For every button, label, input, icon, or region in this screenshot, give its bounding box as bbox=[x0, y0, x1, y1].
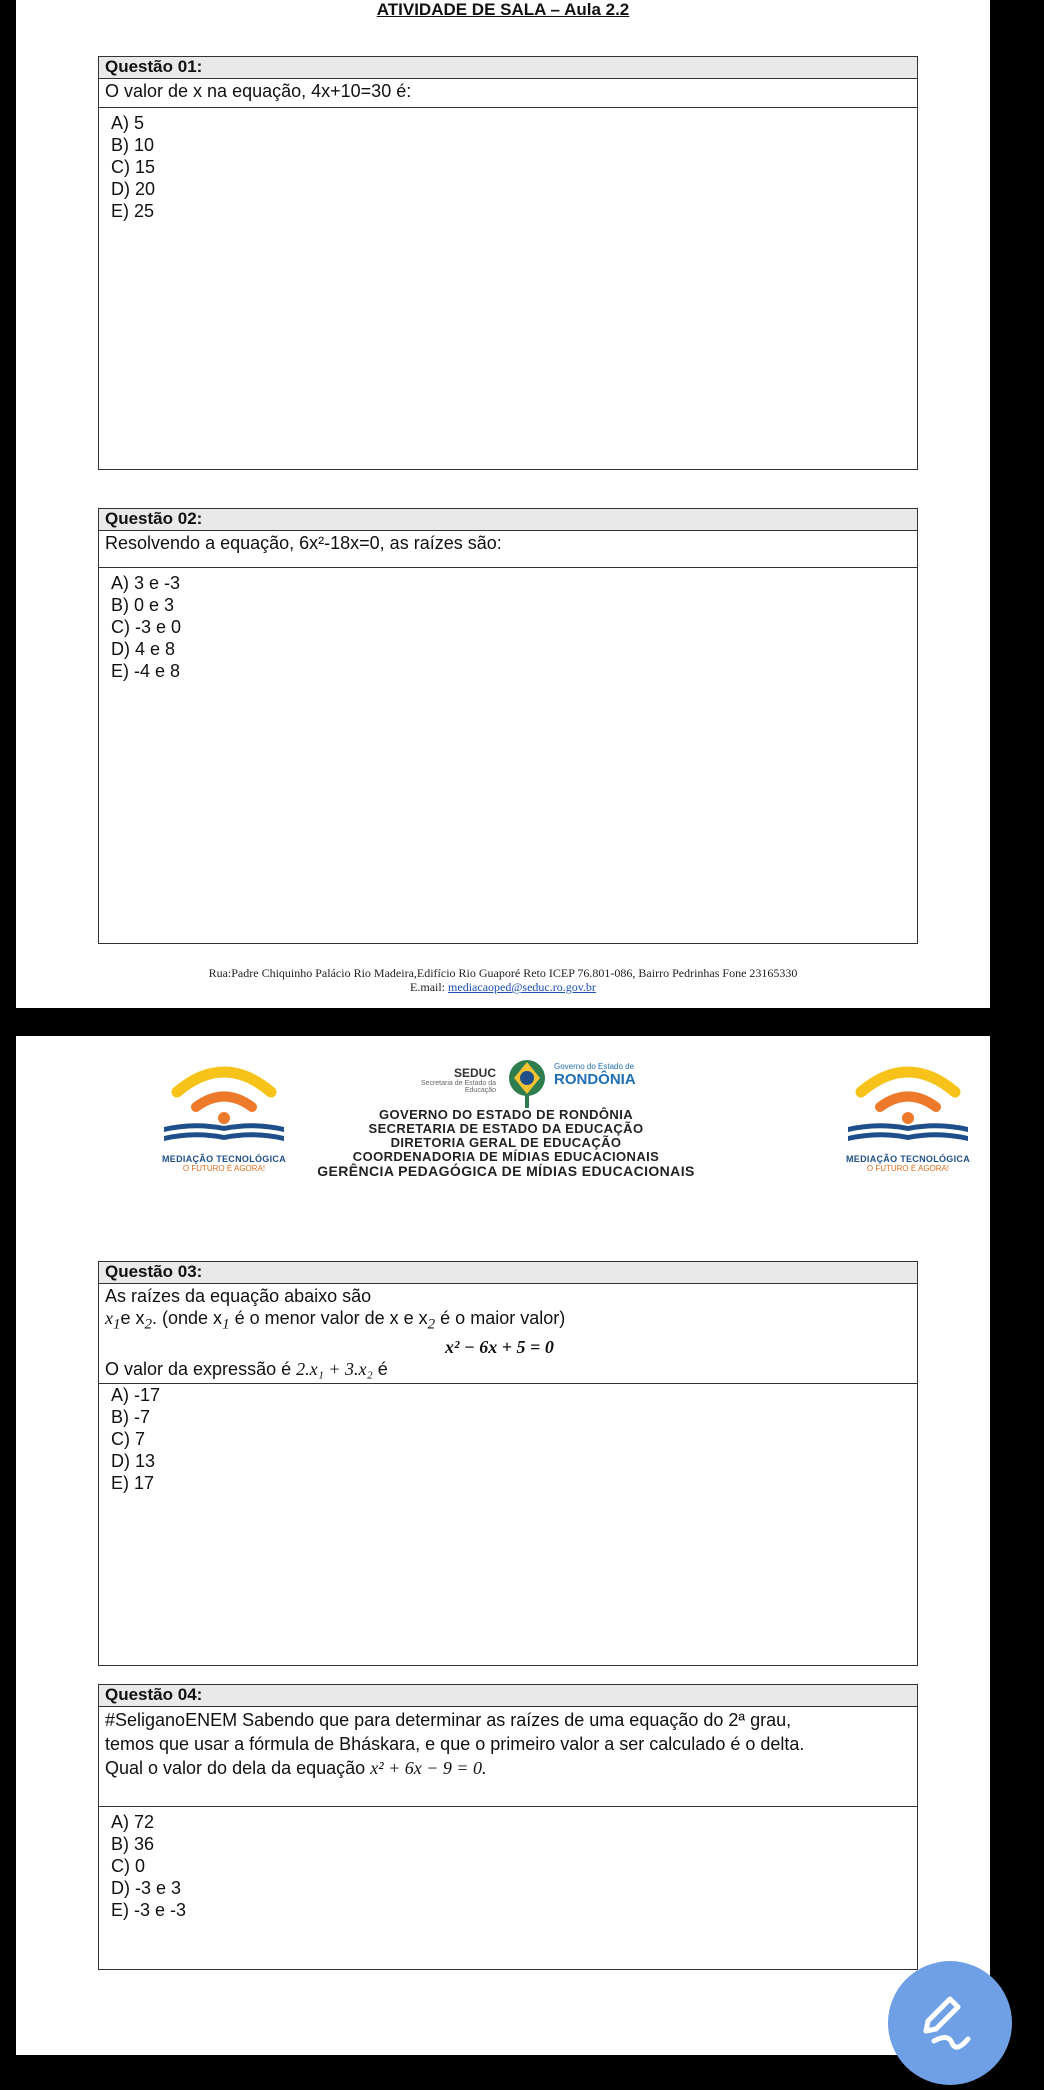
option: D) 13 bbox=[111, 1450, 156, 1471]
option: C) -3 e 0 bbox=[111, 617, 182, 637]
option: D) 20 bbox=[111, 179, 156, 199]
logo-title: MEDIAÇÃO TECNOLÓGICA bbox=[162, 1154, 286, 1164]
question-3-header: Questão 03: bbox=[99, 1262, 917, 1284]
question-2-header: Questão 02: bbox=[99, 509, 917, 531]
question-3-stem bbox=[99, 1284, 917, 1384]
seduc-subtitle-2: Educação bbox=[464, 1087, 496, 1094]
footer-address bbox=[16, 966, 990, 994]
page-2 bbox=[16, 1036, 990, 2055]
stem-line: O valor da expressão é 2.x₁ + 3.x₂ é bbox=[105, 1358, 388, 1379]
expression: 2.x₁ + 3.x₂ bbox=[296, 1358, 373, 1379]
question-2-box bbox=[98, 508, 918, 944]
question-1-box bbox=[98, 56, 918, 470]
option: C) 15 bbox=[111, 157, 156, 177]
question-1-stem: O valor de x na equação, 4x+10=30 é: bbox=[99, 79, 917, 108]
stem-line: #SeliganoENEM Sabendo que para determinar as raízes de uma equação do 2ª grau, bbox=[105, 1710, 792, 1730]
state-coat-of-arms-icon bbox=[504, 1054, 550, 1110]
question-1-header: Questão 01: bbox=[99, 57, 917, 79]
equation: x² + 6x − 9 = 0. bbox=[370, 1758, 487, 1778]
question-3-options bbox=[99, 1384, 917, 1498]
question-2-options bbox=[99, 568, 917, 686]
state-name: RONDÔNIA bbox=[554, 1071, 636, 1088]
equation: x² − 6x + 5 = 0 bbox=[445, 1336, 554, 1357]
option: C) 7 bbox=[111, 1428, 146, 1449]
option: D) -3 e 3 bbox=[111, 1878, 182, 1898]
option: A) 3 e -3 bbox=[111, 573, 181, 593]
stem-line: Qual o valor do dela da equação x² + 6x − 9 = 0. bbox=[105, 1758, 487, 1778]
mediacao-logo-icon bbox=[828, 1054, 988, 1149]
option: A) 5 bbox=[111, 113, 145, 133]
question-1-options bbox=[99, 108, 917, 226]
option: B) 0 e 3 bbox=[111, 595, 175, 615]
option: E) -4 e 8 bbox=[111, 661, 181, 681]
question-4-options bbox=[99, 1807, 917, 1925]
question-4-box bbox=[98, 1684, 918, 1970]
question-4-header: Questão 04: bbox=[99, 1685, 917, 1707]
stem-line: As raízes da equação abaixo são bbox=[105, 1286, 372, 1306]
stem-line: temos que usar a fórmula de Bháskara, e que o primeiro valor a ser calculado é o delta. bbox=[105, 1734, 805, 1754]
option: E) 25 bbox=[111, 201, 155, 221]
option: B) 36 bbox=[111, 1834, 155, 1854]
logo-tagline: O FUTURO É AGORA! bbox=[866, 1164, 950, 1173]
stem-line: $x_1e$ $x_2$. (onde $x_1$ é o menor valor de x e $x_2$ é o maior valor) bbox=[105, 1308, 566, 1333]
document-title: ATIVIDADE DE SALA – Aula 2.2 bbox=[376, 0, 630, 19]
mediacao-logo-right bbox=[828, 1054, 988, 1173]
question-4-stem bbox=[99, 1707, 917, 1807]
question-3-box bbox=[98, 1261, 918, 1666]
header-line: SECRETARIA DE ESTADO DA EDUCAÇÃO bbox=[368, 1121, 644, 1136]
option: E) -3 e -3 bbox=[111, 1900, 187, 1920]
email-link[interactable]: mediacaoped@seduc.ro.gov.br bbox=[448, 980, 596, 994]
seduc-subtitle-1: Secretaria de Estado da bbox=[420, 1080, 496, 1087]
government-label: Governo do Estado de bbox=[554, 1062, 635, 1071]
pencil-edit-icon bbox=[888, 1961, 1012, 2085]
question-2-stem: Resolvendo a equação, 6x²-18x=0, as raízes são: bbox=[99, 531, 917, 568]
option: B) 10 bbox=[111, 135, 155, 155]
option: B) -7 bbox=[111, 1406, 151, 1427]
option: A) -17 bbox=[111, 1384, 161, 1405]
logo-title: MEDIAÇÃO TECNOLÓGICA bbox=[846, 1154, 970, 1164]
seduc-name: SEDUC bbox=[453, 1066, 496, 1080]
page-1 bbox=[16, 0, 990, 1008]
email-label: E.mail: bbox=[410, 980, 449, 994]
option: C) 0 bbox=[111, 1856, 146, 1876]
header-line: GERÊNCIA PEDAGÓGICA DE MÍDIAS EDUCACIONAIS bbox=[317, 1163, 695, 1179]
header-line: COORDENADORIA DE MÍDIAS EDUCACIONAIS bbox=[352, 1149, 660, 1164]
option: E) 17 bbox=[111, 1472, 155, 1493]
edit-fab-button[interactable] bbox=[888, 1961, 1012, 2085]
option: A) 72 bbox=[111, 1812, 155, 1832]
address-line: Rua:Padre Chiquinho Palácio Rio Madeira,Edifício Rio Guaporé Reto ICEP 76.801-086, Bairro Pedrinhas Fone 23165330 bbox=[208, 966, 798, 980]
seduc-government-logo bbox=[416, 1054, 666, 1109]
header-line: DIRETORIA GERAL DE EDUCAÇÃO bbox=[390, 1135, 622, 1150]
institution-header bbox=[266, 1108, 746, 1178]
header-line: GOVERNO DO ESTADO DE RONDÔNIA bbox=[378, 1107, 634, 1122]
option: D) 4 e 8 bbox=[111, 639, 176, 659]
logo-tagline: O FUTURO É AGORA! bbox=[182, 1164, 266, 1173]
